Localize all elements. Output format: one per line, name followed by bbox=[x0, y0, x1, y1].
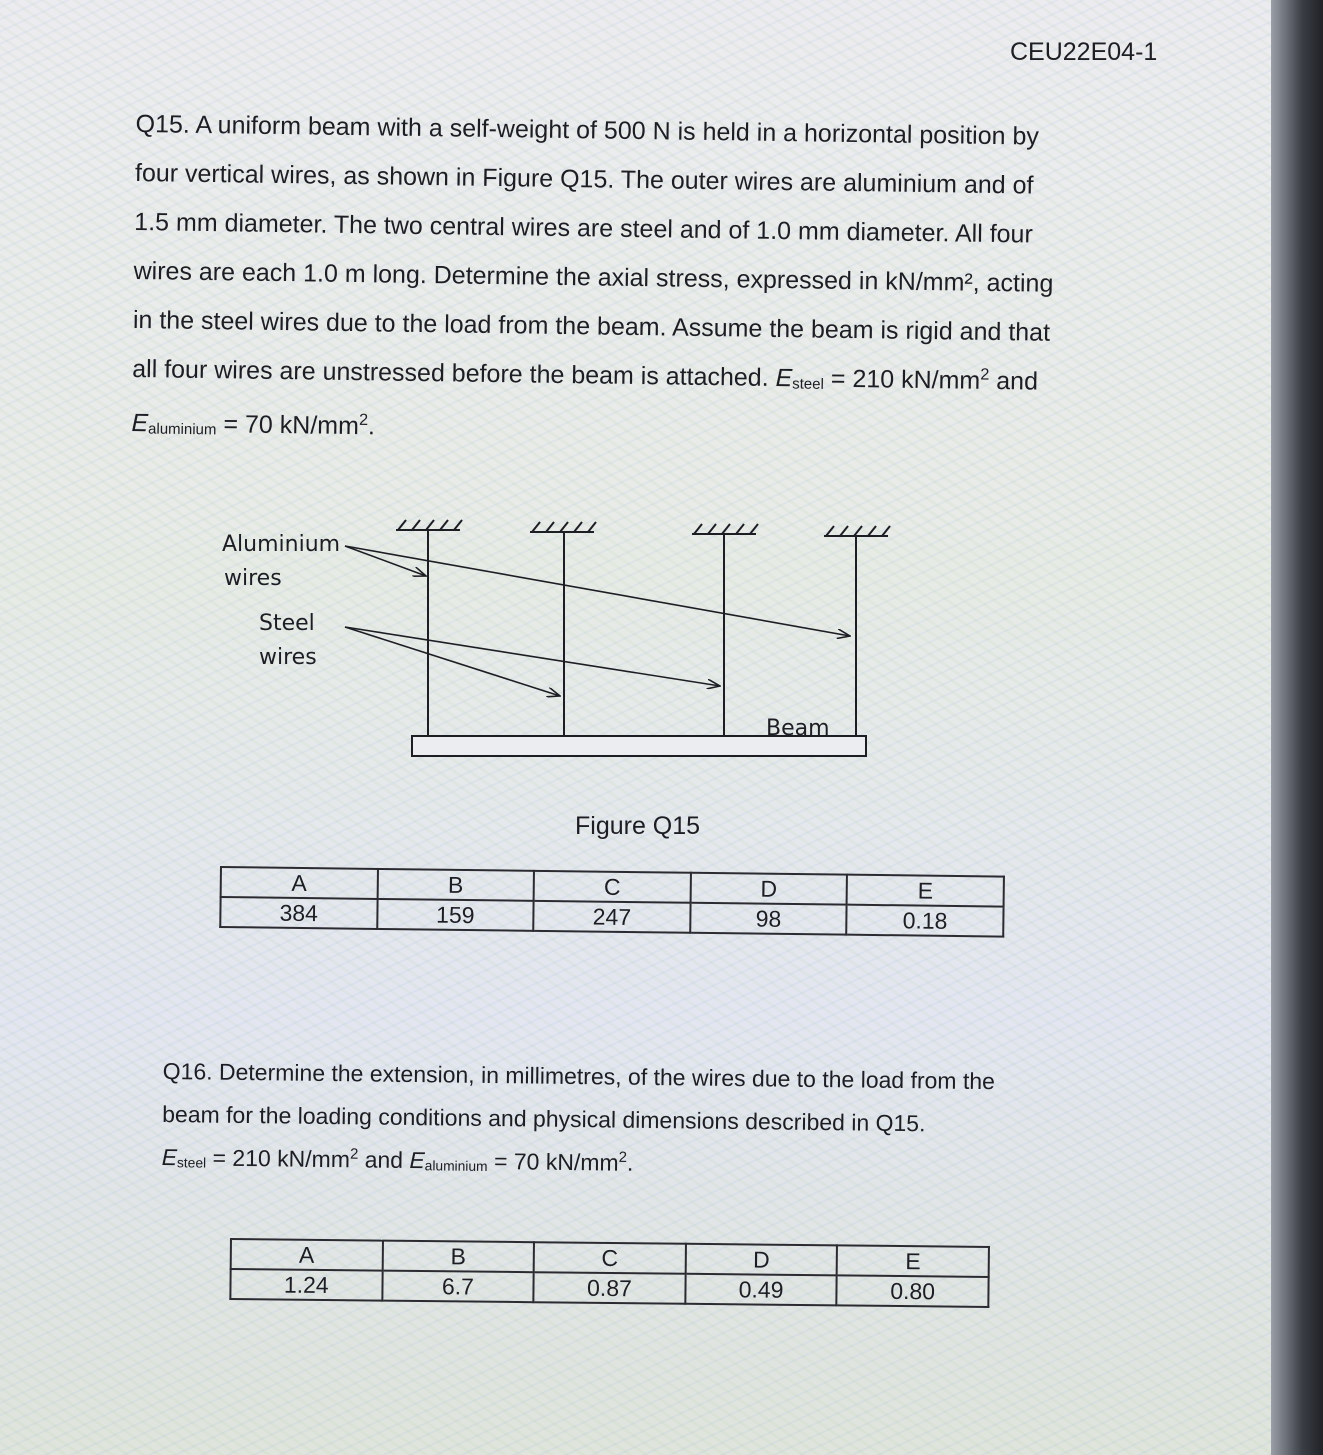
squared: 2 bbox=[349, 1145, 359, 1163]
option-a-value: 1.24 bbox=[230, 1269, 382, 1301]
and-text: and bbox=[358, 1146, 410, 1174]
e-symbol: E bbox=[131, 409, 149, 438]
aluminium-label-line-2: wires bbox=[224, 566, 282, 591]
option-e-letter: E bbox=[837, 1245, 989, 1277]
steel-modulus: = 210 kN/mm bbox=[823, 364, 981, 395]
wire-supports bbox=[396, 520, 890, 536]
q15-line-5: in the steel wires due to the load from the beam. Assume the beam is rigid and that bbox=[132, 305, 1051, 347]
q15-line-2: four vertical wires, as shown in Figure Q15. The outer wires are aluminium and of bbox=[134, 158, 1034, 200]
option-c-value: 0.87 bbox=[534, 1272, 686, 1304]
aluminium-modulus: = 70 kN/mm bbox=[487, 1147, 619, 1176]
q15-line-3: 1.5 mm diameter. The two central wires are steel and of 1.0 mm diameter. All four bbox=[134, 207, 1033, 249]
q16-line-2: beam for the loading conditions and physical dimensions described in Q15. bbox=[162, 1100, 926, 1137]
squared: 2 bbox=[980, 365, 990, 384]
support-hatch-4 bbox=[824, 526, 890, 536]
period: . bbox=[626, 1149, 634, 1176]
option-d-letter: D bbox=[685, 1244, 837, 1276]
option-c-letter: C bbox=[534, 1242, 686, 1274]
support-hatch-1 bbox=[396, 520, 462, 530]
arrow-aluminium-left bbox=[345, 546, 426, 576]
aluminium-label-line-1: Aluminium bbox=[222, 532, 341, 557]
q16-answer-options bbox=[229, 1238, 990, 1308]
support-hatch-3 bbox=[692, 524, 758, 534]
steel-subscript: steel bbox=[176, 1155, 207, 1171]
option-a-value: 384 bbox=[220, 897, 377, 929]
support-hatch-2 bbox=[530, 522, 596, 532]
option-a-letter: A bbox=[221, 867, 378, 899]
q15-answer-options bbox=[219, 866, 1005, 938]
aluminium-modulus: = 70 kN/mm bbox=[216, 410, 360, 441]
option-e-letter: E bbox=[847, 875, 1004, 907]
question-16-text bbox=[161, 1050, 1043, 1195]
option-b-letter: B bbox=[377, 869, 534, 901]
option-b-letter: B bbox=[382, 1241, 534, 1273]
squared: 2 bbox=[358, 411, 369, 430]
e-symbol: E bbox=[161, 1143, 178, 1171]
steel-label-line-1: Steel bbox=[259, 611, 315, 636]
option-b-value: 6.7 bbox=[382, 1271, 534, 1303]
aluminium-subscript: aluminium bbox=[424, 1158, 488, 1175]
option-e-value: 0.80 bbox=[837, 1275, 989, 1307]
aluminium-subscript: aluminium bbox=[147, 420, 217, 439]
arrow-aluminium-right bbox=[345, 546, 850, 636]
period: . bbox=[367, 412, 376, 441]
e-symbol: E bbox=[409, 1147, 425, 1174]
option-e-value: 0.18 bbox=[847, 905, 1004, 937]
option-d-value: 0.49 bbox=[685, 1274, 837, 1306]
e-symbol: E bbox=[775, 363, 793, 393]
document-id: CEU22E04-1 bbox=[1010, 38, 1158, 66]
squared: 2 bbox=[618, 1148, 628, 1167]
beam-label: Beam bbox=[766, 716, 830, 741]
arrow-steel-left bbox=[345, 627, 560, 696]
q16-line-1: Q16. Determine the extension, in millimetres, of the wires due to the load from the bbox=[162, 1057, 996, 1095]
option-d-value: 98 bbox=[690, 903, 847, 935]
steel-modulus: = 210 kN/mm bbox=[206, 1144, 351, 1173]
option-c-value: 247 bbox=[533, 901, 690, 933]
figure-caption: Figure Q15 bbox=[575, 812, 701, 840]
steel-label-line-2: wires bbox=[259, 645, 317, 670]
q15-line-6-text: all four wires are unstressed before the beam is attached. bbox=[132, 354, 776, 392]
and-text: and bbox=[989, 366, 1039, 396]
option-c-letter: C bbox=[534, 871, 691, 903]
steel-subscript: steel bbox=[792, 375, 824, 393]
option-b-value: 159 bbox=[377, 899, 534, 931]
arrow-steel-right bbox=[345, 627, 720, 686]
option-d-letter: D bbox=[690, 873, 847, 905]
q15-line-1: Q15. A uniform beam with a self-weight of 500 N is held in a horizontal position by bbox=[135, 109, 1040, 151]
q15-line-4: wires are each 1.0 m long. Determine the axial stress, expressed in kN/mm², acting bbox=[133, 256, 1054, 298]
option-a-letter: A bbox=[231, 1239, 383, 1271]
